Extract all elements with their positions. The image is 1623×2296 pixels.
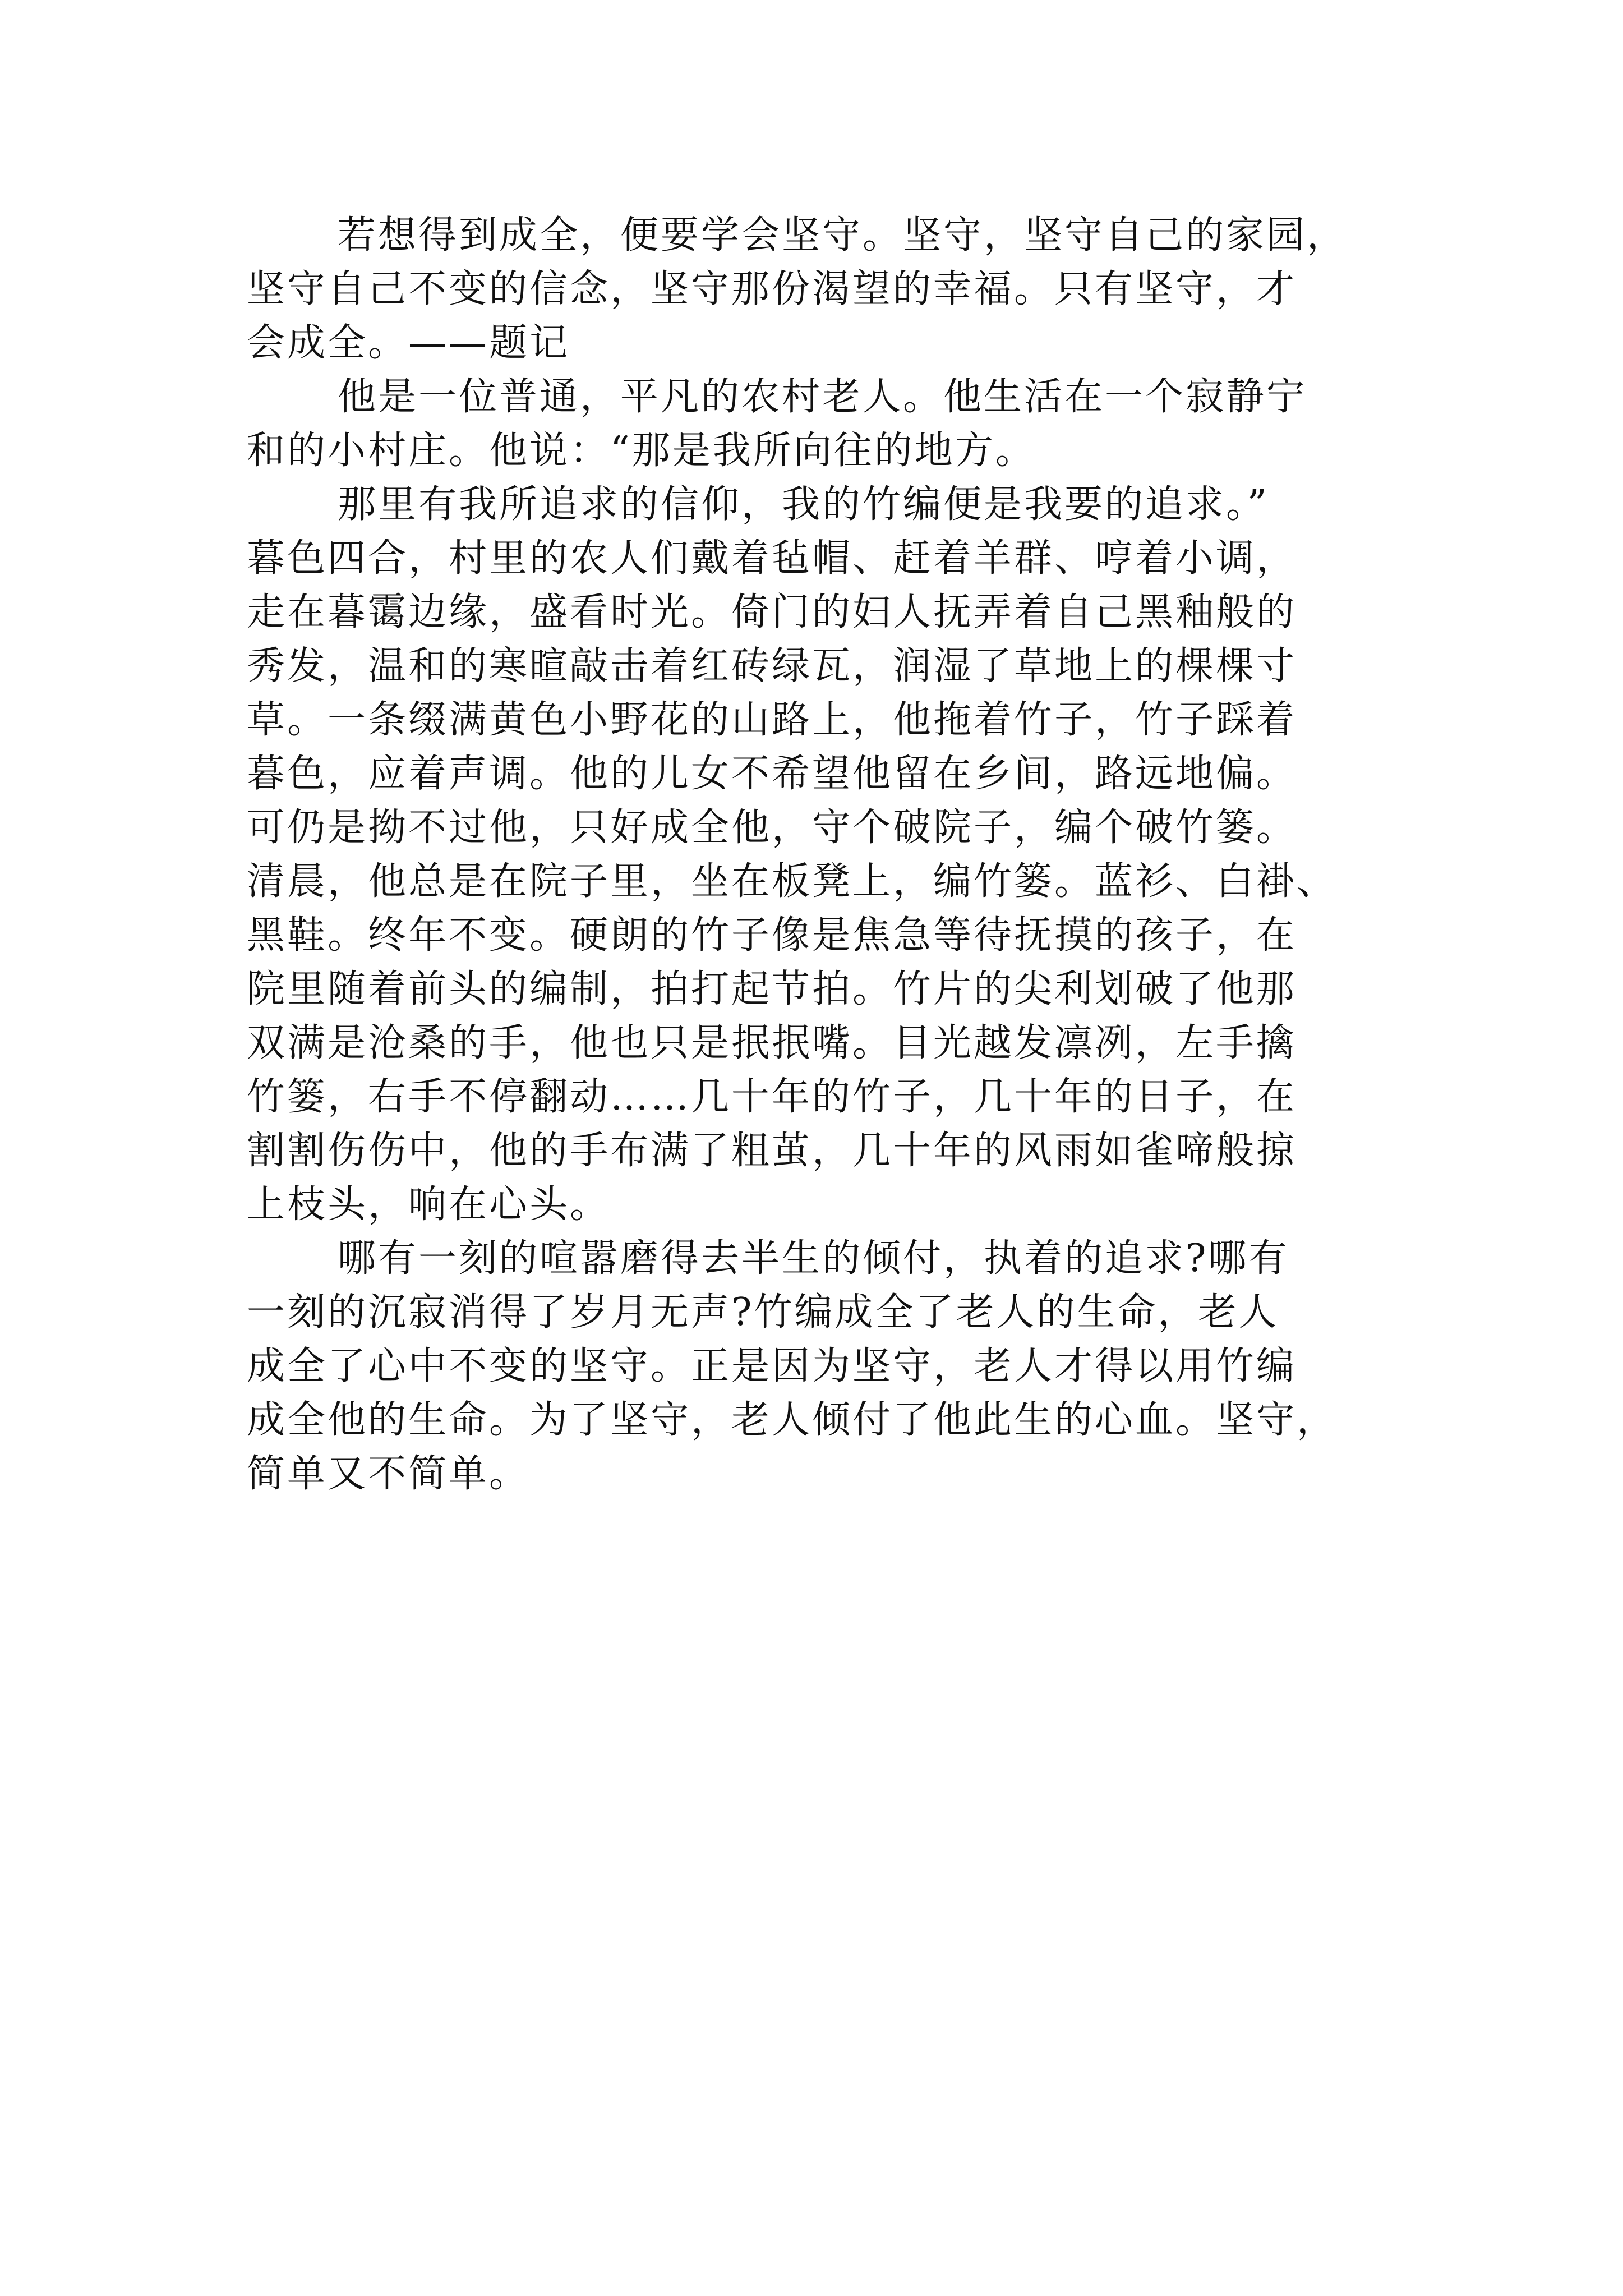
text-line: 一刻的沉寂消得了岁月无声?竹编成全了老人的生命，老人 xyxy=(247,1290,1279,1335)
text-line: 黑鞋。终年不变。硬朗的竹子像是焦急等待抚摸的孩子，在 xyxy=(247,913,1297,958)
text-line: 坚守自己不变的信念，坚守那份渴望的幸福。只有坚守，才 xyxy=(247,267,1297,311)
essay-body xyxy=(247,209,1380,1501)
text-line: 双满是沧桑的手，他也只是抿抿嘴。目光越发凛冽，左手擒 xyxy=(247,1021,1297,1065)
text-line: 暮色，应着声调。他的儿女不希望他留在乡间，路远地偏。 xyxy=(247,752,1297,796)
text-line: 可仍是拗不过他，只好成全他，守个破院子，编个破竹篓。 xyxy=(247,806,1297,850)
text-line: 他是一位普通，平凡的农村老人。他生活在一个寂静宁 xyxy=(338,375,1307,419)
text-line: 竹篓，右手不停翻动……几十年的竹子，几十年的日子，在 xyxy=(247,1075,1297,1119)
text-line: 清晨，他总是在院子里，坐在板凳上，编竹篓。蓝衫、白褂、 xyxy=(247,859,1338,904)
text-line: 草。一条缀满黄色小野花的山路上，他拖着竹子，竹子踩着 xyxy=(247,698,1297,742)
text-line: 上枝头，响在心头。 xyxy=(247,1182,611,1227)
text-line: 割割伤伤中，他的手布满了粗茧，几十年的风雨如雀啼般掠 xyxy=(247,1129,1297,1173)
text-line: 成全了心中不变的坚守。正是因为坚守，老人才得以用竹编 xyxy=(247,1344,1297,1388)
text-line: 哪有一刻的喧嚣磨得去半生的倾付，执着的追求?哪有 xyxy=(338,1236,1289,1281)
text-line: 走在暮霭边缘，盛看时光。倚门的妇人抚弄着自己黑釉般的 xyxy=(247,590,1297,634)
text-line: 简单又不简单。 xyxy=(247,1452,530,1496)
text-line: 那里有我所追求的信仰，我的竹编便是我要的追求。” xyxy=(338,482,1269,527)
text-line: 成全他的生命。为了坚守，老人倾付了他此生的心血。坚守， xyxy=(247,1398,1338,1442)
text-line: 秀发，温和的寒暄敲击着红砖绿瓦，润湿了草地上的棵棵寸 xyxy=(247,644,1297,688)
text-line: 院里随着前头的编制，拍打起节拍。竹片的尖利划破了他那 xyxy=(247,967,1297,1011)
text-line: 会成全。——题记 xyxy=(247,321,570,365)
text-line: 若想得到成全，便要学会坚守。坚守，坚守自己的家园， xyxy=(338,213,1348,257)
text-line: 和的小村庄。他说：“那是我所向往的地方。 xyxy=(247,429,1036,473)
text-line: 暮色四合，村里的农人们戴着毡帽、赶着羊群、哼着小调， xyxy=(247,536,1297,581)
